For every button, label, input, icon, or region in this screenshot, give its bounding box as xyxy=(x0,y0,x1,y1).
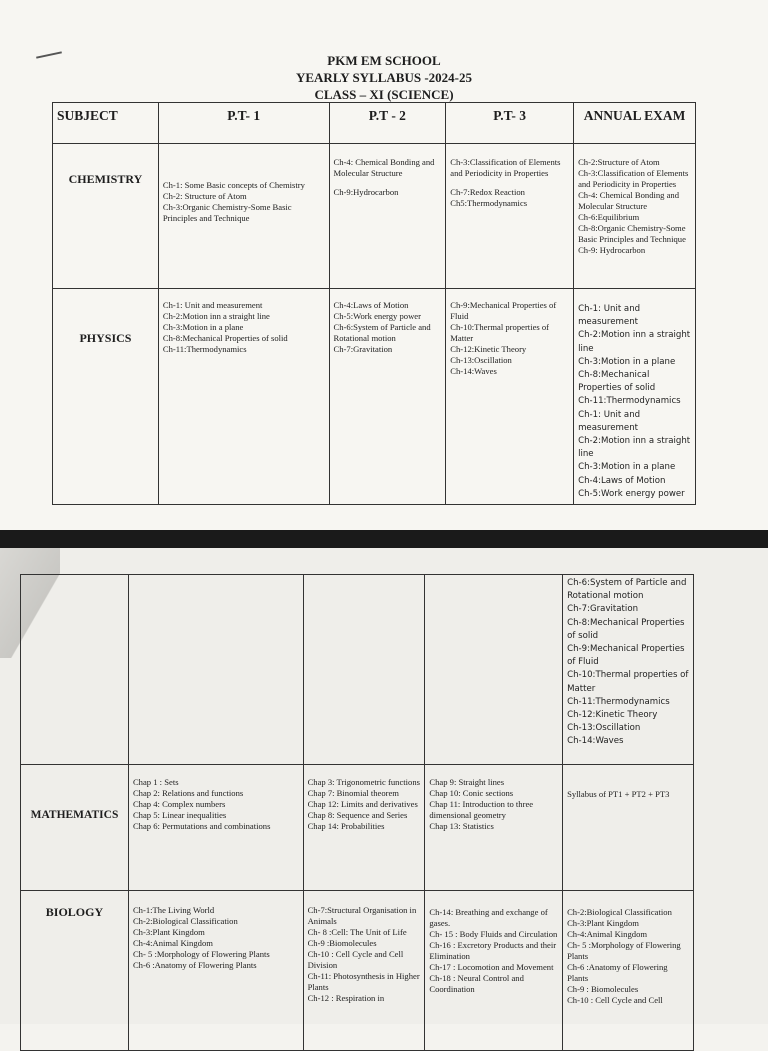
physics-pt2-line: Ch-7:Gravitation xyxy=(333,344,393,354)
chemistry-pt1-line: Ch-3:Organic Chemistry-Some Basic Principles and Technique xyxy=(162,202,292,223)
biology-pt1-line: Ch- 5 :Morphology of Flowering Plants xyxy=(132,949,270,959)
physics-row xyxy=(53,289,696,505)
biology-annual-line: Ch-3:Plant Kingdom xyxy=(567,918,639,928)
biology-annual-line: Ch-6 :Anatomy of Flowering Plants xyxy=(567,962,668,983)
physics-pt2 xyxy=(329,289,446,505)
biology-row xyxy=(21,891,694,1051)
biology-pt3-line: Ch- 15 : Body Fluids and Circulation xyxy=(429,929,558,939)
physics-cont-pt2 xyxy=(303,575,425,765)
physics-pt2-line: Ch-4:Laws of Motion xyxy=(333,300,409,310)
physics-pt1-line: Ch-11:Thermodynamics xyxy=(162,344,247,354)
physics-pt1-line: Ch-3:Motion in a plane xyxy=(162,322,244,332)
biology-pt2-line: Ch-10 : Cell Cycle and Cell Division xyxy=(307,949,404,970)
biology-pt1 xyxy=(128,891,303,1051)
chemistry-annual-line: Ch-2:Structure of Atom xyxy=(578,157,660,167)
mathematics-pt2-line: Chap 7: Binomial theorem xyxy=(307,788,399,798)
column-header-pt2: P.T - 2 xyxy=(329,103,446,144)
biology-pt2-line: Ch-9 :Biomolecules xyxy=(307,938,377,948)
mathematics-annual-line: Syllabus of PT1 + PT2 + PT3 xyxy=(567,789,670,799)
biology-pt3-line: Ch-17 : Locomotion and Movement xyxy=(429,962,554,972)
physics-cont-annual-line: Ch-8:Mechanical Properties of solid xyxy=(567,617,685,641)
column-header-pt1: P.T- 1 xyxy=(158,103,329,144)
biology-annual-line: Ch-9 : Biomolecules xyxy=(567,984,639,994)
physics-annual-line: Ch-2:Motion inn a straight line xyxy=(578,330,691,354)
physics-pt3-line: Ch-10:Thermal properties of Matter xyxy=(450,322,550,343)
chemistry-pt1 xyxy=(158,144,329,289)
chemistry-annual-line: Ch-6:Equilibrium xyxy=(578,212,640,222)
physics-pt3-line: Ch-9:Mechanical Properties of Fluid xyxy=(450,300,557,321)
syllabus-title: YEARLY SYLLABUS -2024-25 xyxy=(295,70,472,85)
subject-physics: PHYSICS xyxy=(53,289,159,505)
header-row xyxy=(53,103,696,144)
physics-annual-line: Ch-1: Unit and measurement xyxy=(578,304,641,328)
mathematics-pt2-line: Chap 14: Probabilities xyxy=(307,821,385,831)
physics-annual-line: Ch-11:Thermodynamics xyxy=(578,396,681,407)
chemistry-pt1-line: Ch-2: Structure of Atom xyxy=(162,191,247,201)
column-header-pt3: P.T- 3 xyxy=(446,103,574,144)
biology-pt2-line: Ch-11: Photosynthesis in Higher Plants xyxy=(307,971,420,992)
mathematics-row xyxy=(21,765,694,891)
column-header-annual: ANNUAL EXAM xyxy=(574,103,696,144)
class-title: CLASS – XI (SCIENCE) xyxy=(314,87,454,102)
biology-pt3-line: Ch-18 : Neural Control and Coordination xyxy=(429,973,524,994)
physics-pt3-line: Ch-12:Kinetic Theory xyxy=(450,344,527,354)
physics-pt2-line: Ch-6:System of Particle and Rotational motion xyxy=(333,322,431,343)
mathematics-pt2 xyxy=(303,765,425,891)
physics-annual-line: Ch-5:Work energy power xyxy=(578,488,685,499)
biology-pt3 xyxy=(425,891,563,1051)
biology-pt2-line: Ch-7:Structural Organisation in Animals xyxy=(307,905,417,926)
physics-cont-annual-line: Ch-7:Gravitation xyxy=(567,604,639,615)
syllabus-table-page2 xyxy=(20,574,694,1051)
biology-annual-line: Ch-10 : Cell Cycle and Cell xyxy=(567,995,663,1005)
subject-chemistry: CHEMISTRY xyxy=(53,144,159,289)
mathematics-pt1-line: Chap 4: Complex numbers xyxy=(132,799,226,809)
biology-pt3-line: Ch-16 : Excretory Products and their Elimination xyxy=(429,940,557,961)
physics-cont-pt1 xyxy=(128,575,303,765)
physics-pt3-line: Ch-13:Oscillation xyxy=(450,355,512,365)
physics-cont-annual-line: Ch-6:System of Particle and Rotational motion xyxy=(567,578,687,602)
physics-cont-annual-line: Ch-10:Thermal properties of Matter xyxy=(567,670,689,694)
mathematics-pt3 xyxy=(425,765,563,891)
physics-cont-subject xyxy=(21,575,129,765)
biology-pt1-line: Ch-6 :Anatomy of Flowering Plants xyxy=(132,960,257,970)
biology-annual-line: Ch-4:Animal Kingdom xyxy=(567,929,648,939)
chemistry-pt2-line: Ch-9:Hydrocarbon xyxy=(333,187,399,197)
biology-pt2-line: Ch-12 : Respiration in xyxy=(307,993,385,1003)
mathematics-pt1-line: Chap 6: Permutations and combinations xyxy=(132,821,271,831)
physics-annual-line: Ch-3:Motion in a plane xyxy=(578,462,676,473)
mathematics-pt1-line: Chap 5: Linear inequalities xyxy=(132,810,227,820)
physics-cont-annual-line: Ch-9:Mechanical Properties of Fluid xyxy=(567,644,685,668)
physics-pt2-line: Ch-5:Work energy power xyxy=(333,311,421,321)
mathematics-pt3-line: Chap 10: Conic sections xyxy=(429,788,514,798)
mathematics-annual xyxy=(563,765,694,891)
physics-annual-line: Ch-2:Motion inn a straight line xyxy=(578,436,691,460)
physics-pt3-line: Ch-14:Waves xyxy=(450,366,497,376)
school-name: PKM EM SCHOOL xyxy=(327,53,441,68)
physics-annual-line: Ch-1: Unit and measurement xyxy=(578,409,641,433)
biology-pt3-line: Ch-14: Breathing and exchange of gases. xyxy=(429,907,548,928)
biology-pt1-line: Ch-2:Biological Classification xyxy=(132,916,238,926)
column-header-subject: SUBJECT xyxy=(53,103,159,144)
mathematics-pt1-line: Chap 2: Relations and functions xyxy=(132,788,244,798)
physics-pt1 xyxy=(158,289,329,505)
physics-cont-annual-line: Ch-12:Kinetic Theory xyxy=(567,710,658,721)
biology-annual xyxy=(563,891,694,1051)
subject-mathematics: MATHEMATICS xyxy=(21,765,129,891)
physics-cont-annual xyxy=(563,575,694,765)
mathematics-pt3-line: Chap 13: Statistics xyxy=(429,821,494,831)
physics-annual xyxy=(574,289,696,505)
mathematics-pt1-line: Chap 1 : Sets xyxy=(132,777,179,787)
chemistry-annual xyxy=(574,144,696,289)
chemistry-row xyxy=(53,144,696,289)
subject-biology: BIOLOGY xyxy=(21,891,129,1051)
physics-annual-line: Ch-8:Mechanical Properties of solid xyxy=(578,370,656,394)
biology-annual-line: Ch- 5 :Morphology of Flowering Plants xyxy=(567,940,681,961)
physics-cont-annual-line: Ch-13:Oscillation xyxy=(567,723,641,734)
physics-pt1-line: Ch-1: Unit and measurement xyxy=(162,300,263,310)
mathematics-pt3-line: Chap 9: Straight lines xyxy=(429,777,505,787)
chemistry-annual-line: Ch-8:Organic Chemistry-Some Basic Principles and Technique xyxy=(578,223,686,244)
biology-pt1-line: Ch-4:Animal Kingdom xyxy=(132,938,213,948)
chemistry-pt1-line: Ch-1: Some Basic concepts of Chemistry xyxy=(162,180,305,190)
chemistry-pt2-line: Ch-4: Chemical Bonding and Molecular Structure xyxy=(333,157,435,178)
mathematics-pt1 xyxy=(128,765,303,891)
syllabus-table-page1 xyxy=(52,102,696,505)
physics-annual-line: Ch-4:Laws of Motion xyxy=(578,475,666,486)
mathematics-pt2-line: Chap 3: Trigonometric functions xyxy=(307,777,420,787)
biology-pt2 xyxy=(303,891,425,1051)
biology-pt2-line: Ch- 8 :Cell: The Unit of Life xyxy=(307,927,407,937)
physics-pt3 xyxy=(446,289,574,505)
physics-cont-annual-line: Ch-14:Waves xyxy=(567,736,624,747)
physics-pt1-line: Ch-8:Mechanical Properties of solid xyxy=(162,333,288,343)
chemistry-pt2 xyxy=(329,144,446,289)
physics-cont-row xyxy=(21,575,694,765)
mathematics-pt2-line: Chap 12: Limits and derivatives xyxy=(307,799,418,809)
chemistry-pt3-line: Ch5:Thermodynamics xyxy=(450,198,528,208)
chemistry-pt3-line: Ch-7:Redox Reaction xyxy=(450,187,525,197)
mathematics-pt2-line: Chap 8: Sequence and Series xyxy=(307,810,408,820)
chemistry-pt3-line: Ch-3:Classification of Elements and Periodicity in Properties xyxy=(450,157,561,178)
chemistry-annual-line: Ch-9: Hydrocarbon xyxy=(578,245,646,255)
biology-pt1-line: Ch-1:The Living World xyxy=(132,905,215,915)
physics-pt1-line: Ch-2:Motion inn a straight line xyxy=(162,311,270,321)
mathematics-pt3-line: Chap 11: Introduction to three dimensional geometry xyxy=(429,799,534,820)
physics-cont-annual-line: Ch-11:Thermodynamics xyxy=(567,696,670,707)
page-gap xyxy=(0,530,768,548)
chemistry-pt3 xyxy=(446,144,574,289)
biology-pt1-line: Ch-3:Plant Kingdom xyxy=(132,927,205,937)
physics-annual-line: Ch-3:Motion in a plane xyxy=(578,356,676,367)
chemistry-annual-line: Ch-4: Chemical Bonding and Molecular Structure xyxy=(578,190,680,211)
chemistry-annual-line: Ch-3:Classification of Elements and Periodicity in Properties xyxy=(578,168,689,189)
biology-annual-line: Ch-2:Biological Classification xyxy=(567,907,672,917)
physics-cont-pt3 xyxy=(425,575,563,765)
